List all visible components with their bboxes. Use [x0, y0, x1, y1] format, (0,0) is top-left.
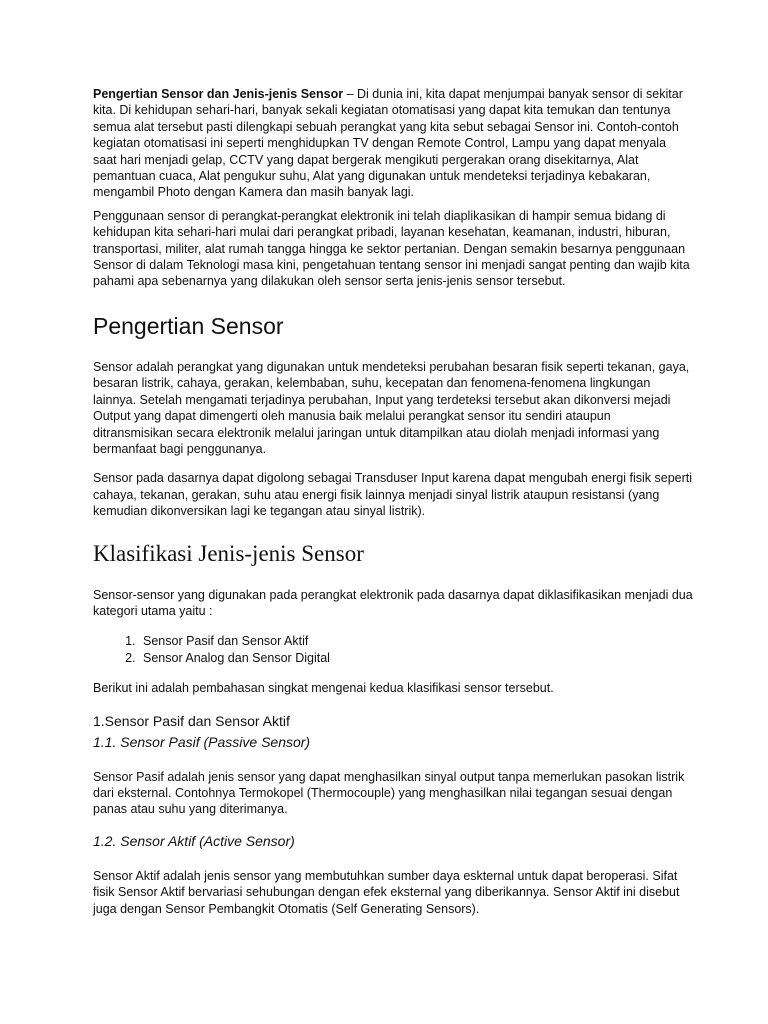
klasifikasi-paragraph-1: Sensor-sensor yang digunakan pada perangkat elektronik pada dasarnya dapat diklasifikasikan menjadi dua kategori utama yaitu :	[93, 587, 693, 618]
heading-klasifikasi: Klasifikasi Jenis-jenis Sensor	[93, 540, 364, 566]
klasifikasi-paragraph-2: Berikut ini adalah pembahasan singkat mengenai kedua klasifikasi sensor tersebut.	[93, 681, 554, 696]
sensor-aktif-paragraph: Sensor Aktif adalah jenis sensor yang membutuhkan sumber daya eskternal untuk dapat beroperasi. Sifat fisik Sensor Aktif bervariasi sehubungan dengan efek eksternal yang diberikannya. Sensor Aktif ini disebut juga dengan Sensor Pembangkit Otomatis (Self Generating Sensors).	[93, 868, 680, 916]
list-item: 2. Sensor Analog dan Sensor Digital	[139, 650, 693, 666]
sensor-pasif-paragraph: Sensor Pasif adalah jenis sensor yang dapat menghasilkan sinyal output tanpa memerlukan pasokan listrik dari eksternal. Contohnya Termokopel (Thermocouple) yang menghasilkan nilai tegangan sesuai dengan panas atau suhu yang diterimanya.	[93, 769, 685, 817]
klasifikasi-list	[93, 633, 693, 666]
heading-sensor-aktif: 1.2. Sensor Aktif (Active Sensor)	[93, 832, 295, 849]
document-body	[93, 86, 693, 917]
heading-pasif-aktif: 1.Sensor Pasif dan Sensor Aktif	[93, 712, 290, 729]
intro-paragraph	[93, 86, 693, 201]
intro-lead-title: Pengertian Sensor dan Jenis-jenis Sensor	[93, 87, 344, 101]
list-item: 1. Sensor Pasif dan Sensor Aktif	[139, 633, 693, 649]
pengertian-paragraph-1: Sensor adalah perangkat yang digunakan untuk mendeteksi perubahan besaran fisik seperti tekanan, gaya, besaran listrik, cahaya, gerakan, kelembaban, suhu, kecepatan dan fenomena-fenomena lingkungan lainnya. Setelah mengamati terjadinya perubahan, Input yang terdeteksi tersebut akan dikonversi mejadi Output yang dapat dimengerti oleh manusia baik melalui perangkat sensor itu sendiri ataupun ditransmisikan secara elektronik melalui jaringan untuk ditampilkan atau diolah menjadi informasi yang bermanfaat bagi penggunanya.	[93, 359, 690, 456]
pengertian-paragraph-2: Sensor pada dasarnya dapat digolong sebagai Transduser Input karena dapat mengubah energi fisik seperti cahaya, tekanan, gerakan, suhu atau energi fisik lainnya menjadi sinyal listrik ataupun resistansi (yang kemudian dikonversikan lagi ke tegangan atau sinyal listrik).	[93, 471, 693, 519]
intro-paragraph-2: Penggunaan sensor di perangkat-perangkat elektronik ini telah diaplikasikan di hampir semua bidang di kehidupan kita sehari-hari mulai dari perangkat pribadi, layanan kesehatan, keamanan, industri, hiburan, transportasi, militer, alat rumah tangga hingga ke sektor pertanian. Dengan semakin besarnya penggunaan Sensor di dalam Teknologi masa kini, pengetahuan tentang sensor ini menjadi sangat penting dan wajib kita pahami apa sebenarnya yang dilakukan oleh sensor serta jenis-jenis sensor tersebut.	[93, 208, 690, 289]
intro-lead-text: – Di dunia ini, kita dapat menjumpai banyak sensor di sekitar kita. Di kehidupan sehari-hari, banyak sekali kegiatan otomatisasi yang dapat kita temukan dan tentunya semua alat tersebut pasti dilengkapi sebuah perangkat yang kita sebut sebagai Sensor ini. Contoh-contoh kegiatan otomatisasi ini seperti menghidupkan TV dengan Remote Control, Lampu yang dapat menyala saat hari menjadi gelap, CCTV yang dapat bergerak mengikuti pergerakan orang disekitarnya, Alat pemantuan cuaca, Alat pengukur suhu, Alat yang digunakan untuk mendeteksi terjadinya kebakaran, mengambil Photo dengan Kamera dan masih banyak lagi.	[93, 87, 683, 200]
heading-sensor-pasif: 1.1. Sensor Pasif (Passive Sensor)	[93, 733, 311, 750]
heading-pengertian-sensor: Pengertian Sensor	[93, 312, 284, 339]
